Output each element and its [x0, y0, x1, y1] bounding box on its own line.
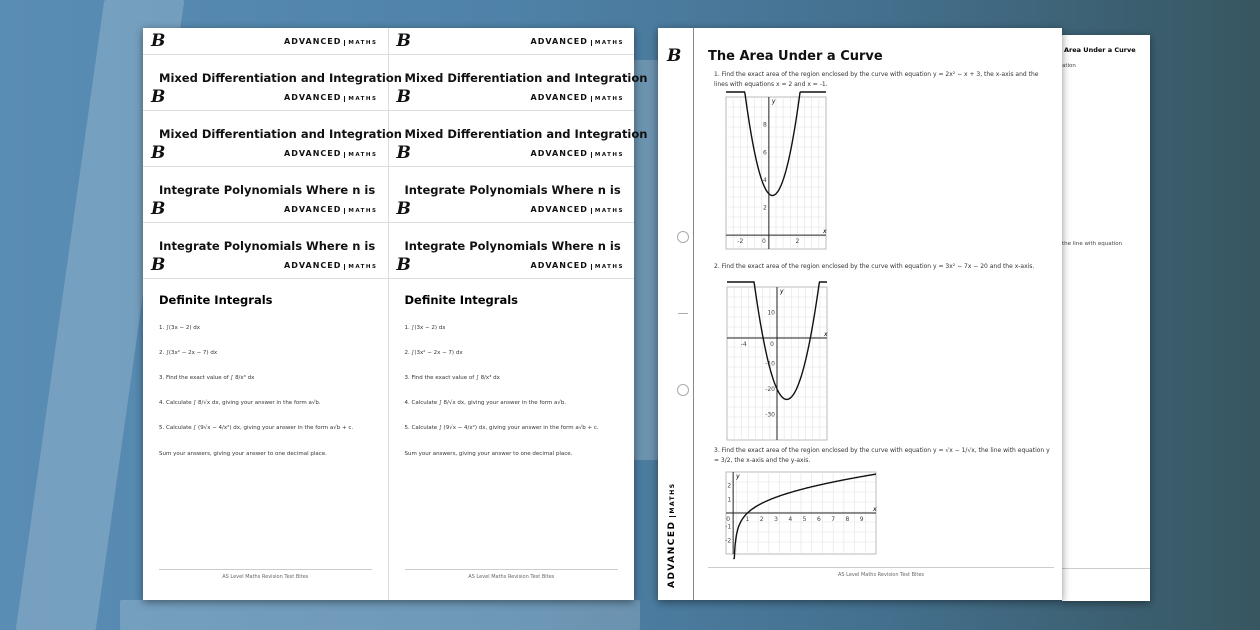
worksheet-cards	[143, 28, 648, 600]
text-fragment: ation	[1062, 63, 1076, 69]
brand-row	[389, 84, 635, 111]
definite-integrals-section	[143, 279, 388, 595]
background-worksheet	[120, 600, 640, 630]
x-tick-label: 6	[816, 516, 821, 523]
brand-row	[389, 140, 635, 167]
graph-1	[726, 97, 826, 249]
brand-name: ADVANCED MATHS	[530, 260, 624, 270]
question: 1. ∫(3x − 2) dx	[404, 325, 446, 331]
section-title: Definite Integrals	[404, 293, 519, 307]
instruction: Sum your answers, giving your answer to one decimal place.	[404, 451, 573, 457]
brand-name: ADVANCED MATHS	[284, 92, 378, 102]
logo-icon: B	[151, 199, 166, 219]
punch-hole	[677, 384, 689, 396]
x-tick-label: 2	[795, 238, 800, 246]
x-tick-label: 9	[859, 516, 864, 523]
x-tick-label: 7	[831, 516, 836, 523]
logo-icon: B	[396, 199, 411, 219]
punch-hole	[677, 231, 689, 243]
brand-row	[389, 196, 635, 223]
question: 3. Find the exact area of the region enclosed by the curve with equation y = √x − 1/√x, the line with equation y = 3/2, the x-axis and the y-axis.	[714, 447, 1050, 464]
page-margin	[658, 28, 694, 600]
x-tick-label: -2	[737, 238, 744, 246]
y-axis-label: y	[736, 473, 740, 480]
x-tick-label: 3	[774, 516, 778, 523]
card	[143, 196, 388, 252]
footer-line	[1062, 568, 1150, 569]
x-tick-label: 4	[788, 516, 793, 523]
brand-row	[143, 140, 388, 167]
card	[389, 196, 635, 252]
logo-icon: B	[396, 31, 411, 51]
card-title: Integrate Polynomials Where n is	[159, 183, 376, 197]
card-title: Mixed Differentiation and Integration	[159, 71, 402, 85]
brand-row	[143, 196, 388, 223]
fold-mark	[678, 313, 688, 314]
question: 2. ∫(3x² − 2x − 7) dx	[404, 350, 463, 356]
brand-name: ADVANCED MATHS	[530, 36, 624, 46]
x-tick-label: 5	[802, 516, 807, 523]
instruction: Sum your answers, giving your answer to one decimal place.	[159, 451, 327, 457]
brand-row	[143, 252, 388, 279]
y-tick-label: 2	[763, 204, 767, 212]
logo-icon: B	[396, 143, 411, 163]
area-under-curve-worksheet	[658, 28, 1062, 600]
question: 1. Find the exact area of the region enclosed by the curve with equation y = 2x² − x + 3, the x-axis and the lines with equations x = 2 and x = -1.	[714, 71, 1039, 88]
y-tick-label: -20	[765, 386, 775, 393]
card-column	[389, 28, 648, 600]
logo-icon: B	[151, 31, 166, 51]
y-tick-label: -10	[765, 360, 775, 368]
y-axis-label: y	[771, 98, 776, 105]
question: 1. ∫(3x − 2) dx	[159, 325, 201, 331]
logo-icon: B	[151, 143, 166, 163]
card	[389, 140, 635, 196]
logo-icon: B	[396, 87, 411, 107]
brand-name: ADVANCED MATHS	[284, 36, 378, 46]
question: 3. Find the exact value of ∫ 8/x³ dx	[159, 375, 255, 381]
footer: AS Level Maths Revision Test Bites	[159, 569, 372, 580]
card-title: Mixed Differentiation and Integration	[404, 71, 648, 85]
logo-icon: B	[396, 255, 411, 275]
card-title: Mixed Differentiation and Integration	[159, 127, 402, 141]
y-tick-label: 4	[763, 176, 767, 184]
logo-icon: B	[667, 46, 682, 66]
definite-integrals-section	[389, 279, 635, 595]
x-axis-label: x	[824, 331, 828, 338]
brand-name: ADVANCEDMATHS	[667, 482, 677, 588]
card-title: Integrate Polynomials Where n is	[404, 239, 621, 253]
section-title: Definite Integrals	[159, 293, 273, 307]
x-axis-label: x	[873, 506, 877, 513]
x-tick-label: 0	[726, 516, 731, 523]
card-column	[143, 28, 402, 600]
x-tick-label: 0	[761, 238, 766, 246]
page-title: Area Under a Curve	[1064, 46, 1136, 54]
brand-row	[143, 84, 388, 111]
brand-name: ADVANCED MATHS	[530, 204, 624, 214]
y-tick-label: -2	[725, 537, 732, 545]
question: 2. Find the exact area of the region enclosed by the curve with equation y = 3x² − 7x − 20 and the x-axis.	[714, 263, 1035, 270]
card	[143, 84, 402, 141]
text-fragment: the line with equation	[1062, 241, 1123, 247]
brand-name: ADVANCED MATHS	[530, 148, 624, 158]
brand-row	[143, 28, 388, 55]
background-worksheet	[634, 60, 658, 460]
y-tick-label: 10	[767, 309, 775, 317]
footer: AS Level Maths Revision Test Bites	[405, 569, 619, 580]
x-tick-label: 1	[745, 516, 750, 523]
y-tick-label: 6	[763, 149, 767, 157]
card-title: Integrate Polynomials Where n is	[404, 183, 621, 197]
brand-name: ADVANCED MATHS	[530, 92, 624, 102]
brand-name: ADVANCED MATHS	[284, 148, 378, 158]
x-tick-label: 8	[845, 516, 850, 523]
card-title: Mixed Differentiation and Integration	[404, 127, 648, 141]
card	[143, 140, 388, 196]
brand-name: ADVANCED MATHS	[284, 204, 378, 214]
question: 5. Calculate ∫ (9√x − 4/x²) dx, giving your answer in the form a√b + c.	[404, 425, 599, 431]
brand-name: ADVANCED MATHS	[284, 260, 378, 270]
back-worksheet	[1062, 35, 1150, 601]
y-tick-label: 8	[763, 121, 767, 129]
x-tick-label: 2	[759, 516, 764, 523]
x-tick-label: -4	[740, 341, 747, 348]
brand-row	[389, 252, 635, 279]
y-tick-label: 1	[727, 496, 732, 504]
brand-row	[389, 28, 635, 55]
x-tick-label: 0	[770, 341, 774, 348]
question: 2. ∫(3x² − 2x − 7) dx	[159, 350, 218, 356]
question: 4. Calculate ∫ 8/√x dx, giving your answer in the form a√b.	[404, 400, 567, 406]
footer: AS Level Maths Revision Test Bites	[708, 567, 1054, 578]
card	[143, 28, 402, 85]
question: 4. Calculate ∫ 8/√x dx, giving your answer in the form a√b.	[159, 400, 321, 406]
x-axis-label: x	[823, 228, 827, 236]
logo-icon: B	[151, 255, 166, 275]
graph-3	[726, 472, 876, 554]
y-axis-label: y	[780, 288, 784, 295]
question: 3. Find the exact value of ∫ 8/x³ dx	[404, 375, 500, 381]
graph-2	[727, 287, 827, 440]
card	[389, 84, 648, 141]
page-title: The Area Under a Curve	[708, 49, 883, 64]
y-tick-label: -30	[765, 411, 775, 419]
card	[389, 28, 648, 85]
y-tick-label: -1	[725, 523, 732, 531]
y-tick-label: 2	[727, 482, 732, 490]
question: 5. Calculate ∫ (9√x − 4/x²) dx, giving your answer in the form a√b + c.	[159, 425, 354, 431]
card-title: Integrate Polynomials Where n is	[159, 239, 376, 253]
logo-icon: B	[151, 87, 166, 107]
